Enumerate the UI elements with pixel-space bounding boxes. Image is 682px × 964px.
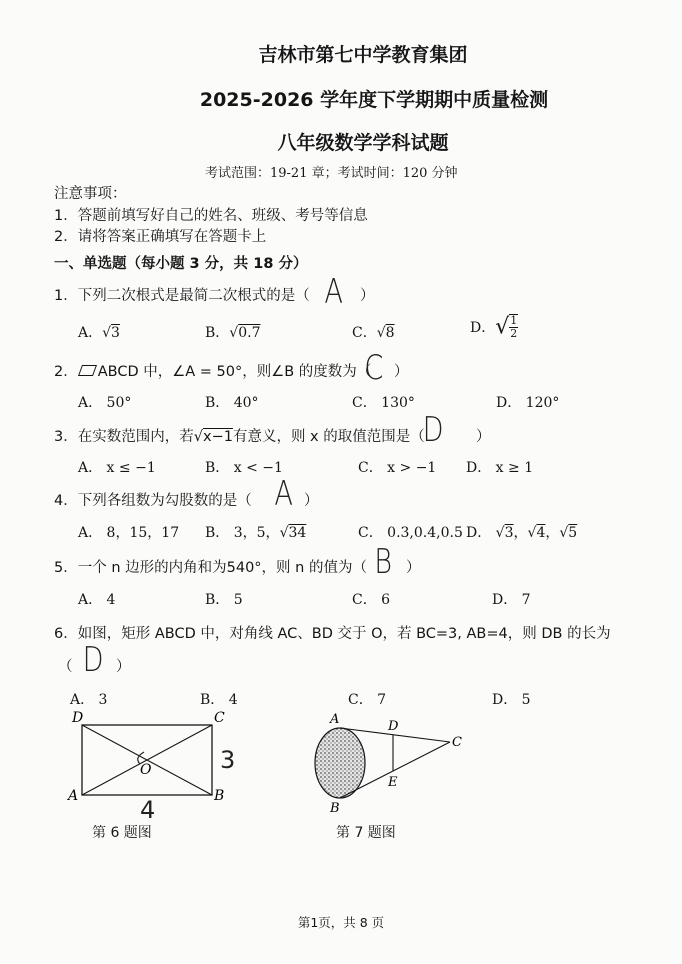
label-b7: B (330, 801, 340, 816)
option-5a: A． 4 (78, 592, 116, 608)
question-3: 3．在实数范围内，若√x−1有意义，则 x 的取值范围是（ (54, 429, 425, 445)
option-6d: D． 5 (492, 692, 531, 708)
option-1c: C．√8 (352, 325, 395, 341)
note-item-1: 1．答题前填写好自己的姓名、班级、考号等信息 (54, 208, 368, 224)
question-6-close: ） (116, 659, 131, 675)
parallelogram-icon (78, 365, 97, 376)
section-title: 一、单选题（每小题 3 分，共 18 分） (54, 256, 308, 272)
label-a: A (68, 788, 79, 804)
figure-7-cone-diagram (300, 708, 480, 823)
option-4c: C． 0.3,0.4,0.5 (358, 525, 463, 541)
option-2b: B． 40° (205, 395, 259, 411)
label-c: C (214, 710, 225, 726)
option-6c: C． 7 (348, 692, 387, 708)
note-item-2: 2．请将答案正确填写在答题卡上 (54, 229, 267, 245)
question-6: 6．如图，矩形 ABCD 中，对角线 AC、BD 交于 O，若 BC=3, AB=4，则 DB 的长为 (54, 626, 611, 642)
option-3a: A． x ≤ −1 (78, 460, 156, 476)
handwritten-answer-3: D (422, 410, 444, 450)
option-4b: B． 3，5，√34 (205, 525, 307, 541)
label-a7: A (330, 712, 340, 727)
question-1-stem: 1．下列二次根式是最简二次根式的是（ (54, 288, 310, 304)
subject-title: 八年级数学学科试题 (277, 132, 449, 154)
question-5-close: ） (406, 560, 421, 576)
option-3d: D． x ≥ 1 (466, 460, 534, 476)
question-4: 4．下列各组数为勾股数的是（ (54, 493, 252, 509)
label-b: B (214, 788, 225, 804)
question-1-close: ） (360, 288, 375, 304)
label-e7: E (388, 775, 398, 790)
handwritten-answer-4: A (274, 474, 293, 514)
option-5d: D． 7 (492, 592, 531, 608)
handwritten-answer-6: D (82, 640, 104, 680)
option-1a: A．√3 (78, 325, 120, 341)
handwritten-answer-1: A (324, 272, 343, 312)
figure-6-caption: 第 6 题图 (92, 825, 152, 841)
label-d7: D (388, 719, 399, 734)
exam-scope: 考试范围：19-21 章；考试时间：120 分钟 (205, 166, 458, 181)
notes-title: 注意事项： (54, 186, 127, 202)
page-footer: 第1页，共 8 页 (297, 915, 385, 930)
question-4-close: ） (304, 493, 319, 509)
question-3-close: ） (476, 429, 491, 445)
question-5: 5．一个 n 边形的内角和为540°，则 n 的值为（ (54, 560, 367, 576)
label-o: O (140, 762, 152, 778)
option-1b: B．√0.7 (205, 325, 261, 341)
option-4d: D． √3，√4，√5 (466, 525, 578, 541)
question-2-close: ） (394, 364, 409, 380)
option-6a: A． 3 (70, 692, 108, 708)
question-6-open: （ (58, 659, 73, 675)
question-1 (54, 284, 310, 305)
handwritten-answer-5: B (374, 542, 393, 582)
option-6b: B． 4 (200, 692, 238, 708)
option-2d: D． 120° (496, 395, 560, 411)
option-2a: A． 50° (78, 395, 132, 411)
label-c7: C (452, 735, 462, 750)
option-3c: C． x > −1 (358, 460, 437, 476)
exam-title: 2025-2026 学年度下学期期中质量检测 (199, 89, 549, 111)
option-3b: B． x < −1 (205, 460, 283, 476)
handwritten-answer-2: C (364, 348, 384, 388)
option-4a: A． 8，15，17 (78, 525, 180, 541)
handwritten-bc-length: 3 (220, 746, 236, 774)
option-2c: C． 130° (352, 395, 415, 411)
figure-7-caption: 第 7 题图 (336, 825, 396, 841)
option-1d: D．√ $\frac{1}{2}$ (470, 314, 518, 340)
school-name: 吉林市第七中学教育集团 (258, 44, 468, 66)
label-d: D (72, 710, 84, 726)
figure-6-rectangle-diagram (60, 708, 260, 823)
handwritten-ab-length: 4 (140, 796, 156, 823)
option-5b: B． 5 (205, 592, 243, 608)
question-2: 2． ABCD 中，∠A = 50°，则∠B 的度数为（ (54, 364, 372, 380)
cone-base-ellipse (315, 728, 365, 798)
option-5c: C． 6 (352, 592, 391, 608)
